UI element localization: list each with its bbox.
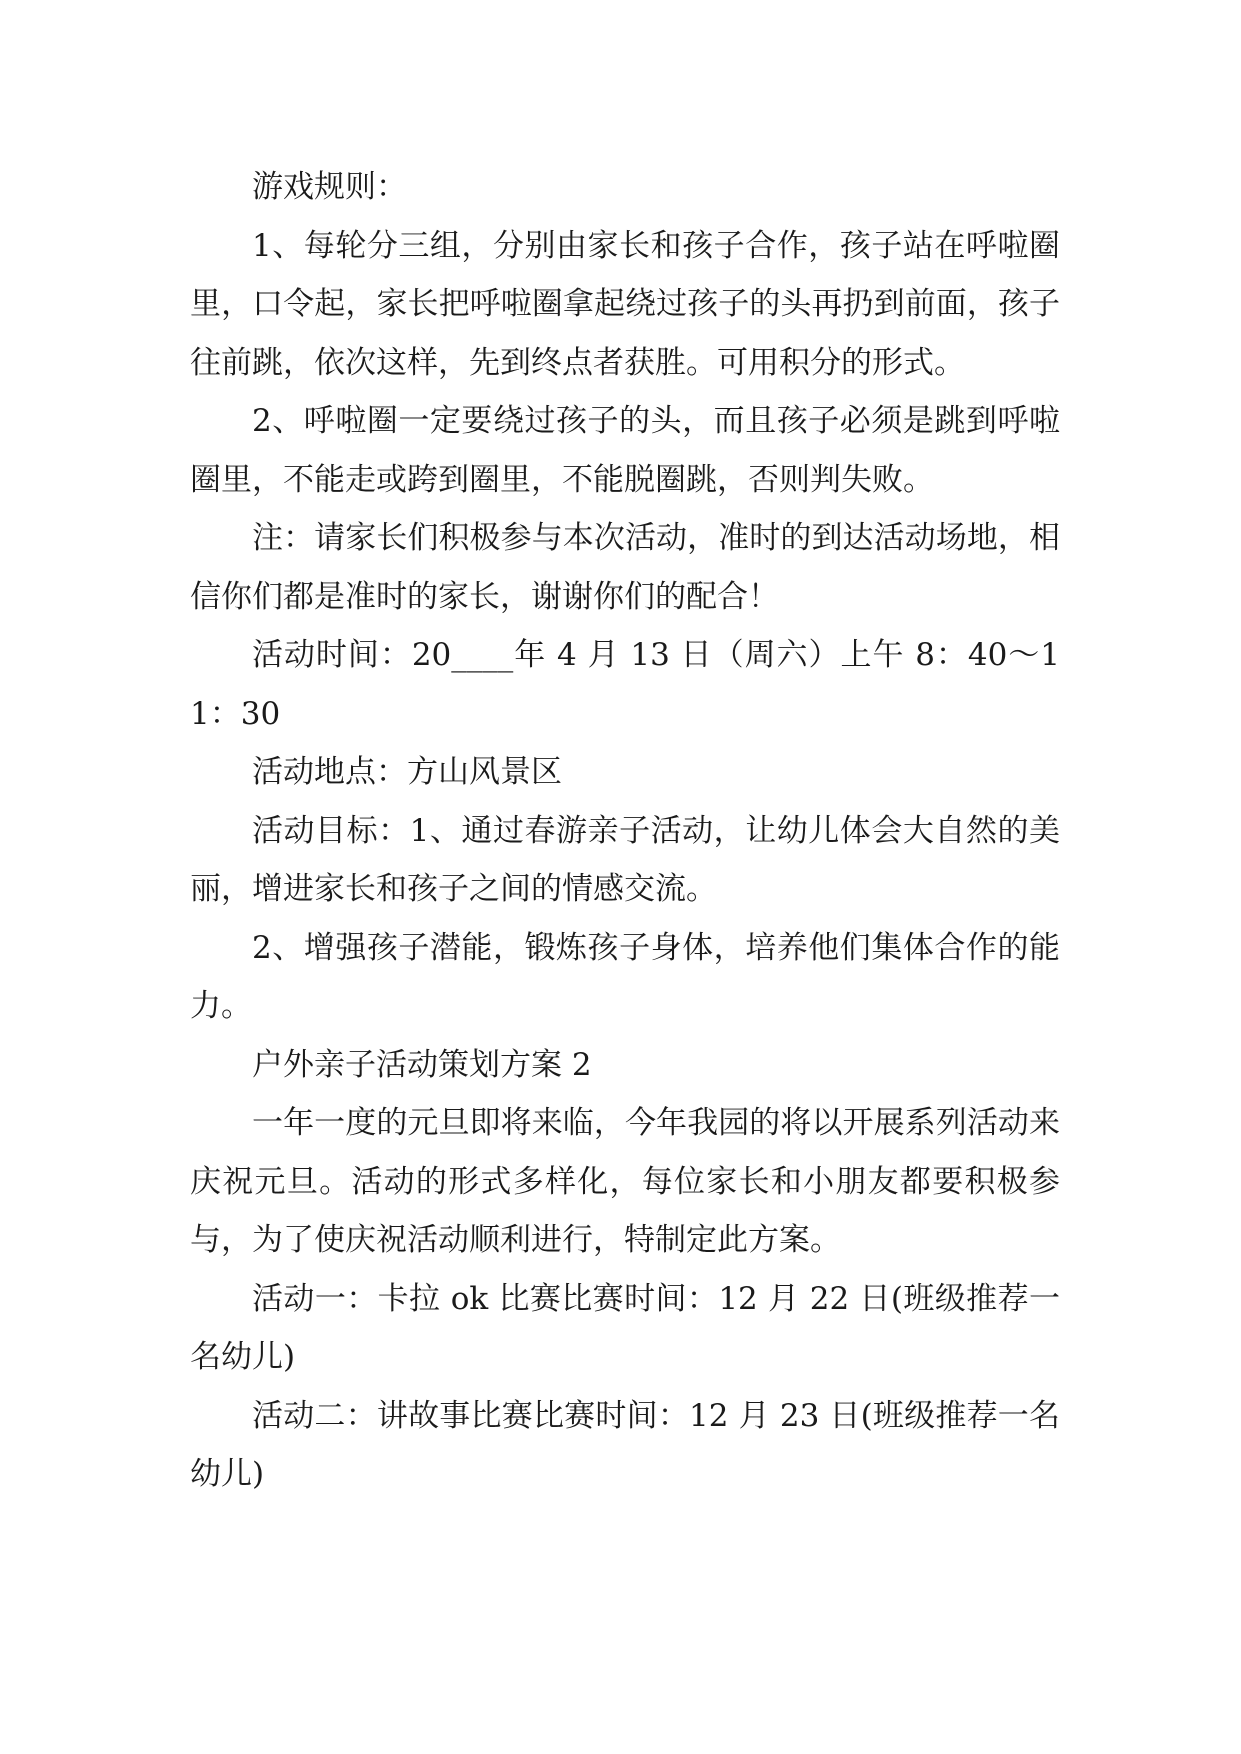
section-title: 户外亲子活动策划方案 2 bbox=[252, 1046, 592, 1083]
paragraph-activity-one: 活动一：卡拉 ok 比赛比赛时间：12 月 22 日(班级推荐一名幼儿) bbox=[190, 1280, 1060, 1375]
paragraph-activity-goal-1: 活动目标：1、通过春游亲子活动，让幼儿体会大自然的美丽，增进家长和孩子之间的情感交流。 bbox=[190, 812, 1060, 907]
document-body bbox=[190, 158, 1060, 1504]
paragraph-activity-goal-2: 2、增强孩子潜能，锻炼孩子身体，培养他们集体合作的能力。 bbox=[190, 929, 1060, 1024]
paragraph-rule-2: 2、呼啦圈一定要绕过孩子的头，而且孩子必须是跳到呼啦圈里，不能走或跨到圈里，不能脱圈跳，否则判失败。 bbox=[190, 403, 1060, 498]
paragraph-intro: 一年一度的元旦即将来临，今年我园的将以开展系列活动来庆祝元旦。活动的形式多样化，每位家长和小朋友都要积极参与，为了使庆祝活动顺利进行，特制定此方案。 bbox=[190, 1105, 1060, 1258]
paragraph-activity-two: 活动二：讲故事比赛比赛时间：12 月 23 日(班级推荐一名幼儿) bbox=[190, 1397, 1060, 1492]
paragraph-game-rules-heading: 游戏规则： bbox=[252, 169, 407, 205]
paragraph-rule-1: 1、每轮分三组，分别由家长和孩子合作，孩子站在呼啦圈里，口令起，家长把呼啦圈拿起绕过孩子的头再扔到前面，孩子往前跳，依次这样，先到终点者获胜。可用积分的形式。 bbox=[190, 227, 1060, 381]
paragraph-activity-time: 活动时间：20____年 4 月 13 日（周六）上午 8：40～11：30 bbox=[190, 637, 1060, 732]
paragraph-activity-location: 活动地点：方山风景区 bbox=[252, 754, 562, 790]
paragraph-note: 注：请家长们积极参与本次活动，准时的到达活动场地，相信你们都是准时的家长，谢谢你们的配合！ bbox=[190, 520, 1060, 615]
